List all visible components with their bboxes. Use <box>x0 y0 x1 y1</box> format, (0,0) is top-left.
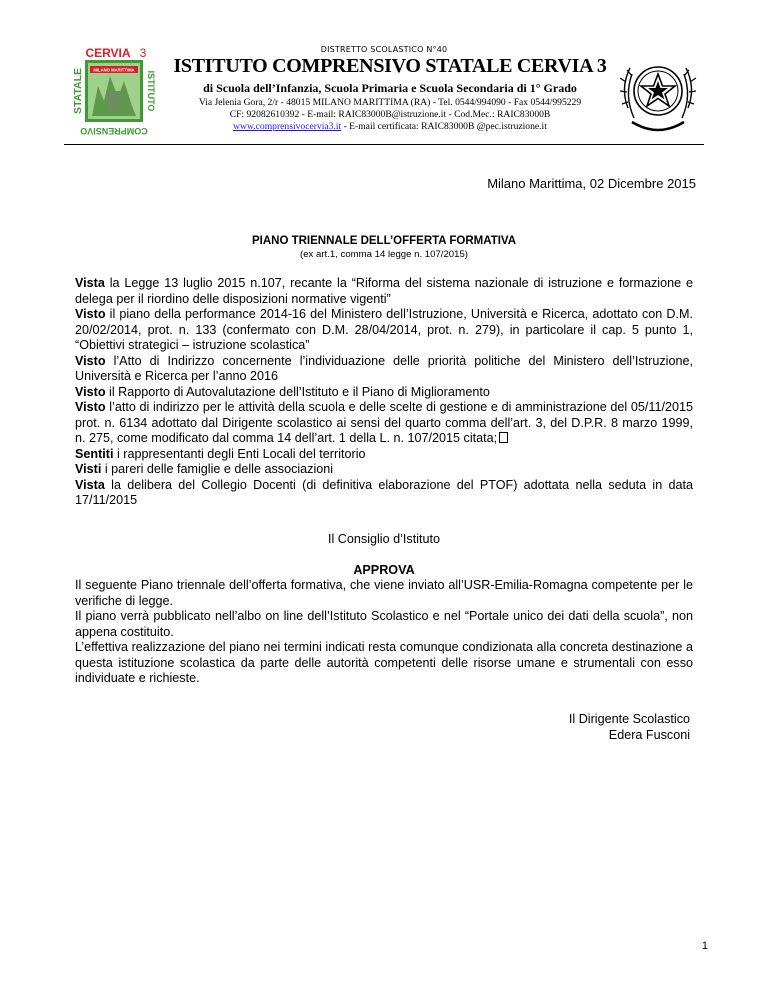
approval-paragraph: Il piano verrà pubblicato nell’albo on line dell’Istituto Scolastico e nel “Portale unico dei dati della scuola”, non appena costituito. <box>75 609 693 639</box>
recital: Vista la Legge 13 luglio 2015 n.107, recante la “Riforma del sistema nazionale di istruzione e formazione e delega per il riordino delle disposizioni normative vigenti” <box>75 276 693 306</box>
recital: Visto il piano della performance 2014-16 del Ministero dell’Istruzione, Università e Ricerca, adottato con D.M. 20/02/2014, prot. n. 133 (confermato con D.M. 28/04/2014, prot. n. 279), in particolare il cap. 5 punto 1, “Obiettivi strategici – istruzione scolastica” <box>75 307 693 352</box>
logo-bottom-word: COMPRENSIVO <box>80 126 148 136</box>
recitals <box>75 276 693 509</box>
italian-republic-emblem-icon <box>614 48 702 138</box>
recital: Visto l’atto di indirizzo per le attività della scuola e delle scelte di gestione e di amministrazione del 05/11/2015 prot. n. 6134 adottato dal Dirigente scolastico ai sensi del quarto comma dell’art. 3, del D.P.R. 8 marzo 1999, n. 275, come modificato dal comma 14 dell’art. 1 della L. n. 107/2015 citata; <box>75 400 693 445</box>
logo-left-word: STATALE <box>72 67 84 115</box>
institute-name: ISTITUTO COMPRENSIVO STATALE CERVIA 3 <box>173 55 607 77</box>
recital: Vista la delibera del Collegio Docenti (di definitiva elaborazione del PTOF) adottata nella seduta in data 17/11/2015 <box>75 477 693 507</box>
school-logo-icon <box>68 46 160 138</box>
approval-paragraph: L’effettiva realizzazione del piano nei termini indicati resta comunque condizionata alla concreta destinazione a questa istituzione scolastica da parte delle autorità competenti delle risorse umane e strumentali con esso individuate e richieste. <box>75 640 693 685</box>
recital: Visti i pareri delle famiglie e delle associazioni <box>75 462 334 476</box>
codes-line: CF: 92082610392 - E-mail: RAIC83000B@istruzione.it - Cod.Mec.: RAIC83000B <box>229 109 551 120</box>
recital: Sentiti i rappresentanti degli Enti Locali del territorio <box>75 446 366 461</box>
pec-line: - E-mail certificata: RAIC83000B @pec.istruzione.it <box>341 121 547 132</box>
document-title: PIANO TRIENNALE DELL’OFFERTA FORMATIVA <box>251 235 517 247</box>
institute-subtitle: di Scuola dell’Infanzia, Scuola Primaria e Scuola Secondaria di 1° Grado <box>203 81 577 95</box>
address-line: Via Jelenia Gora, 2/r - 48015 MILANO MARITTIMA (RA) - Tel. 0544/994090 - Fax 0544/995229 <box>198 97 582 108</box>
recital: Visto il Rapporto di Autovalutazione dell’Istituto e il Piano di Miglioramento <box>75 384 490 399</box>
document-date: Milano Marittima, 02 Dicembre 2015 <box>487 176 696 191</box>
signature-name: Edera Fusconi <box>608 727 690 742</box>
recital: Visto l’Atto di Indirizzo concernente l’individuazione delle priorità politiche del Ministero dell’Istruzione, Università e Ricerca per l’anno 2016 <box>75 353 693 383</box>
document-subtitle: (ex art.1, comma 14 legge n. 107/2015) <box>300 249 468 260</box>
logo-number: 3 <box>139 46 147 60</box>
website-line <box>150 120 630 133</box>
council-label: Il Consiglio d’Istituto <box>328 532 440 546</box>
signature-role: Il Dirigente Scolastico <box>568 712 690 726</box>
header-divider <box>64 144 704 145</box>
logo-right-word: ISTITUTO <box>146 70 156 112</box>
approval-paragraph: Il seguente Piano triennale dell’offerta formativa, che viene inviato all’USR-Emilia-Romagna competente per le verifiche di legge. <box>75 578 693 608</box>
approva-heading: APPROVA <box>353 563 415 577</box>
signature-block <box>569 712 690 743</box>
approval-text <box>75 578 693 687</box>
page-number: 1 <box>701 940 708 952</box>
website-link[interactable]: www.comprensivocervia3.it <box>233 121 342 132</box>
logo-inner-caption: MILANO MARITTIMA <box>93 67 135 73</box>
district-label: DISTRETTO SCOLASTICO N°40 <box>320 45 448 54</box>
logo-top-word: CERVIA <box>85 46 131 60</box>
